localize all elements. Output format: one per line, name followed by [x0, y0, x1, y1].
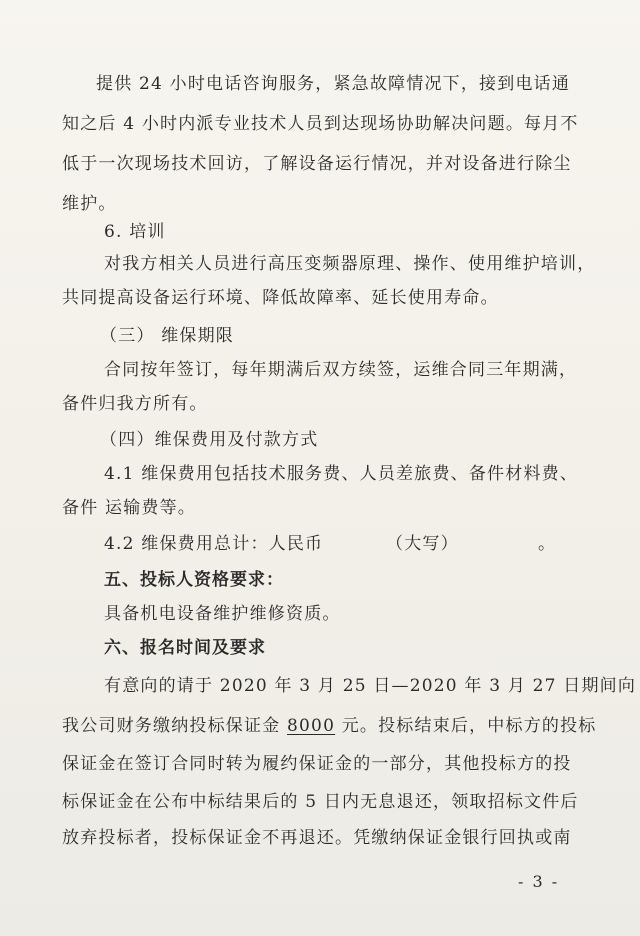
body-text-line: 低于一次现场技术回访，了解设备运行情况，并对设备进行除尘: [62, 154, 572, 174]
body-text-line: 合同按年签订，每年期满后双方续签，运维合同三年期满，: [104, 360, 578, 380]
body-text-line: 维护。: [62, 194, 117, 214]
body-text-line: 。: [538, 534, 557, 554]
body-text-line: 备件归我方所有。: [62, 394, 208, 414]
body-text-line: [62, 714, 597, 738]
section-heading: 6. 培训: [104, 222, 166, 242]
body-text-line: 有意向的请于 2020 年 3 月 25 日—2020 年 3 月 27 日期间向: [104, 676, 637, 696]
body-text-line: 对我方相关人员进行高压变频器原理、操作、使用维护培训，: [104, 254, 596, 274]
page-number: - 3 -: [518, 872, 560, 891]
section-heading: 五、投标人资格要求：: [104, 570, 284, 590]
body-text-line: 4.2 维保费用总计：人民币: [104, 534, 324, 554]
body-text-line: 备件 运输费等。: [62, 498, 197, 518]
body-text-line: 保证金在签订合同时转为履约保证金的一部分，其他投标方的投: [62, 754, 572, 774]
body-text-line: 提供 24 小时电话咨询服务，紧急故障情况下，接到电话通: [96, 74, 571, 94]
body-text-line: 4.1 维保费用包括技术服务费、人员差旅费、备件材料费、: [104, 464, 579, 484]
section-heading: （四）维保费用及付款方式: [100, 430, 319, 450]
deposit-amount: 8000: [287, 716, 336, 736]
body-text-segment: 我公司财务缴纳投标保证金: [62, 716, 288, 736]
section-heading: （三） 维保期限: [100, 326, 235, 346]
body-text-segment: 元。投标结束后，中标方的投标: [335, 716, 597, 736]
body-text-line: 共同提高设备运行环境、降低故障率、延长使用寿命。: [62, 288, 499, 308]
body-text-line: 知之后 4 小时内派专业技术人员到达现场协助解决问题。每月不: [62, 114, 579, 134]
body-text-line: 标保证金在公布中标结果后的 5 日内无息退还，领取招标文件后: [62, 792, 579, 812]
section-heading: 六、报名时间及要求: [104, 638, 266, 658]
body-text-line: 具备机电设备维护维修资质。: [104, 604, 341, 624]
body-text-line: 放弃投标者，投标保证金不再退还。凭缴纳保证金银行回执或南: [62, 828, 572, 848]
body-text-line: （大写）: [386, 534, 459, 554]
